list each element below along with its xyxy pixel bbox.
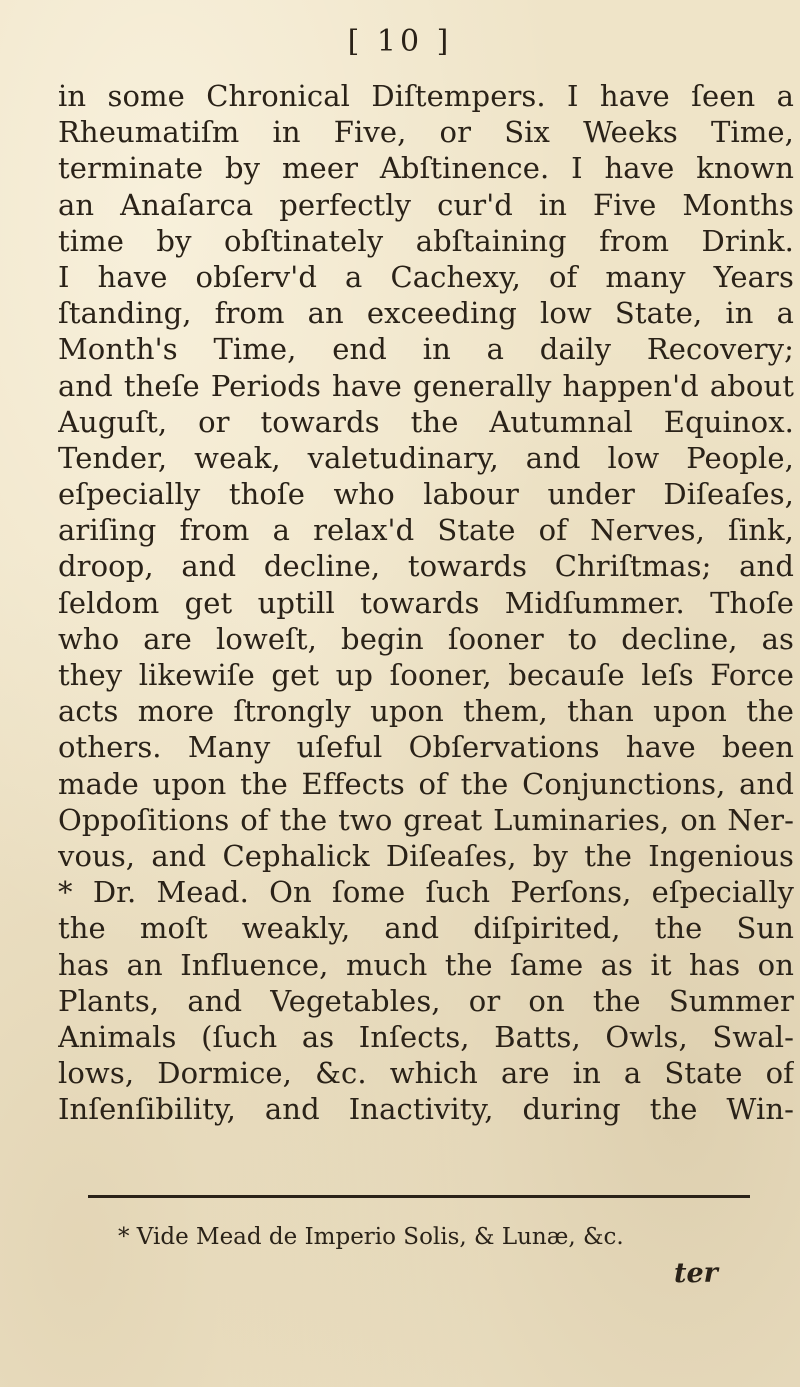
text-line: has an Influence, much the ſame as it has on	[58, 947, 794, 982]
text-line: others. Many uſeful Obſervations have been	[58, 730, 794, 765]
text-line: who are loweſt, begin ſooner to decline, as	[58, 621, 794, 656]
text-line: vous, and Cephalick Diſeaſes, by the Ingenious	[58, 838, 794, 873]
text-line: Animals (ſuch as Inſects, Batts, Owls, Swal-	[58, 1019, 794, 1054]
body-text	[58, 78, 794, 1127]
text-line: droop, and decline, towards Chriſtmas; and	[58, 549, 794, 584]
text-line: I have obſerv'd a Cachexy, of many Years	[58, 259, 794, 294]
footnote-rule	[88, 1195, 750, 1198]
text-line: acts more ſtrongly upon them, than upon the	[58, 694, 794, 729]
page-number: [ 10 ]	[347, 24, 453, 59]
text-line: eſpecially thoſe who labour under Diſeaſes,	[58, 477, 794, 512]
footnote: * Vide Mead de Imperio Solis, & Lunæ, &c.	[118, 1224, 624, 1250]
text-line: ariſing from a relax'd State of Nerves, ſink,	[58, 513, 794, 548]
text-line: in some Chronical Diſtempers. I have ſeen a	[58, 79, 794, 113]
catchword: ter	[674, 1258, 718, 1289]
text-line: time by obſtinately abſtaining from Drink.	[58, 223, 794, 258]
text-line: Tender, weak, valetudinary, and low People,	[58, 440, 794, 475]
text-line: * Dr. Mead. On ſome ſuch Perſons, eſpecially	[58, 875, 794, 910]
text-line: the moſt weakly, and diſpirited, the Sun	[58, 911, 794, 946]
text-line: ſeldom get uptill towards Midſummer. Thoſe	[58, 585, 794, 620]
text-line: terminate by meer Abſtinence. I have known	[58, 151, 794, 186]
text-line: Oppoſitions of the two great Luminaries, on Ner-	[58, 802, 794, 837]
text-line: made upon the Effects of the Conjunctions, and	[58, 766, 794, 801]
text-line: Rheumatiſm in Five, or Six Weeks Time,	[58, 115, 794, 150]
text-line: Month's Time, end in a daily Recovery;	[58, 332, 794, 367]
text-line: Auguſt, or towards the Autumnal Equinox.	[58, 404, 794, 439]
text-line: Inſenſibility, and Inactivity, during the Win-	[58, 1092, 794, 1127]
text-line: an Anaſarca perfectly cur'd in Five Months	[58, 187, 794, 222]
text-line: ſtanding, from an exceeding low State, in a	[58, 296, 794, 331]
text-line: they likewiſe get up ſooner, becauſe leſs Force	[58, 658, 794, 692]
text-line: lows, Dormice, &c. which are in a State of	[58, 1056, 794, 1091]
text-line: and theſe Periods have generally happen'd about	[58, 368, 794, 403]
text-line: Plants, and Vegetables, or on the Summer	[58, 983, 794, 1018]
